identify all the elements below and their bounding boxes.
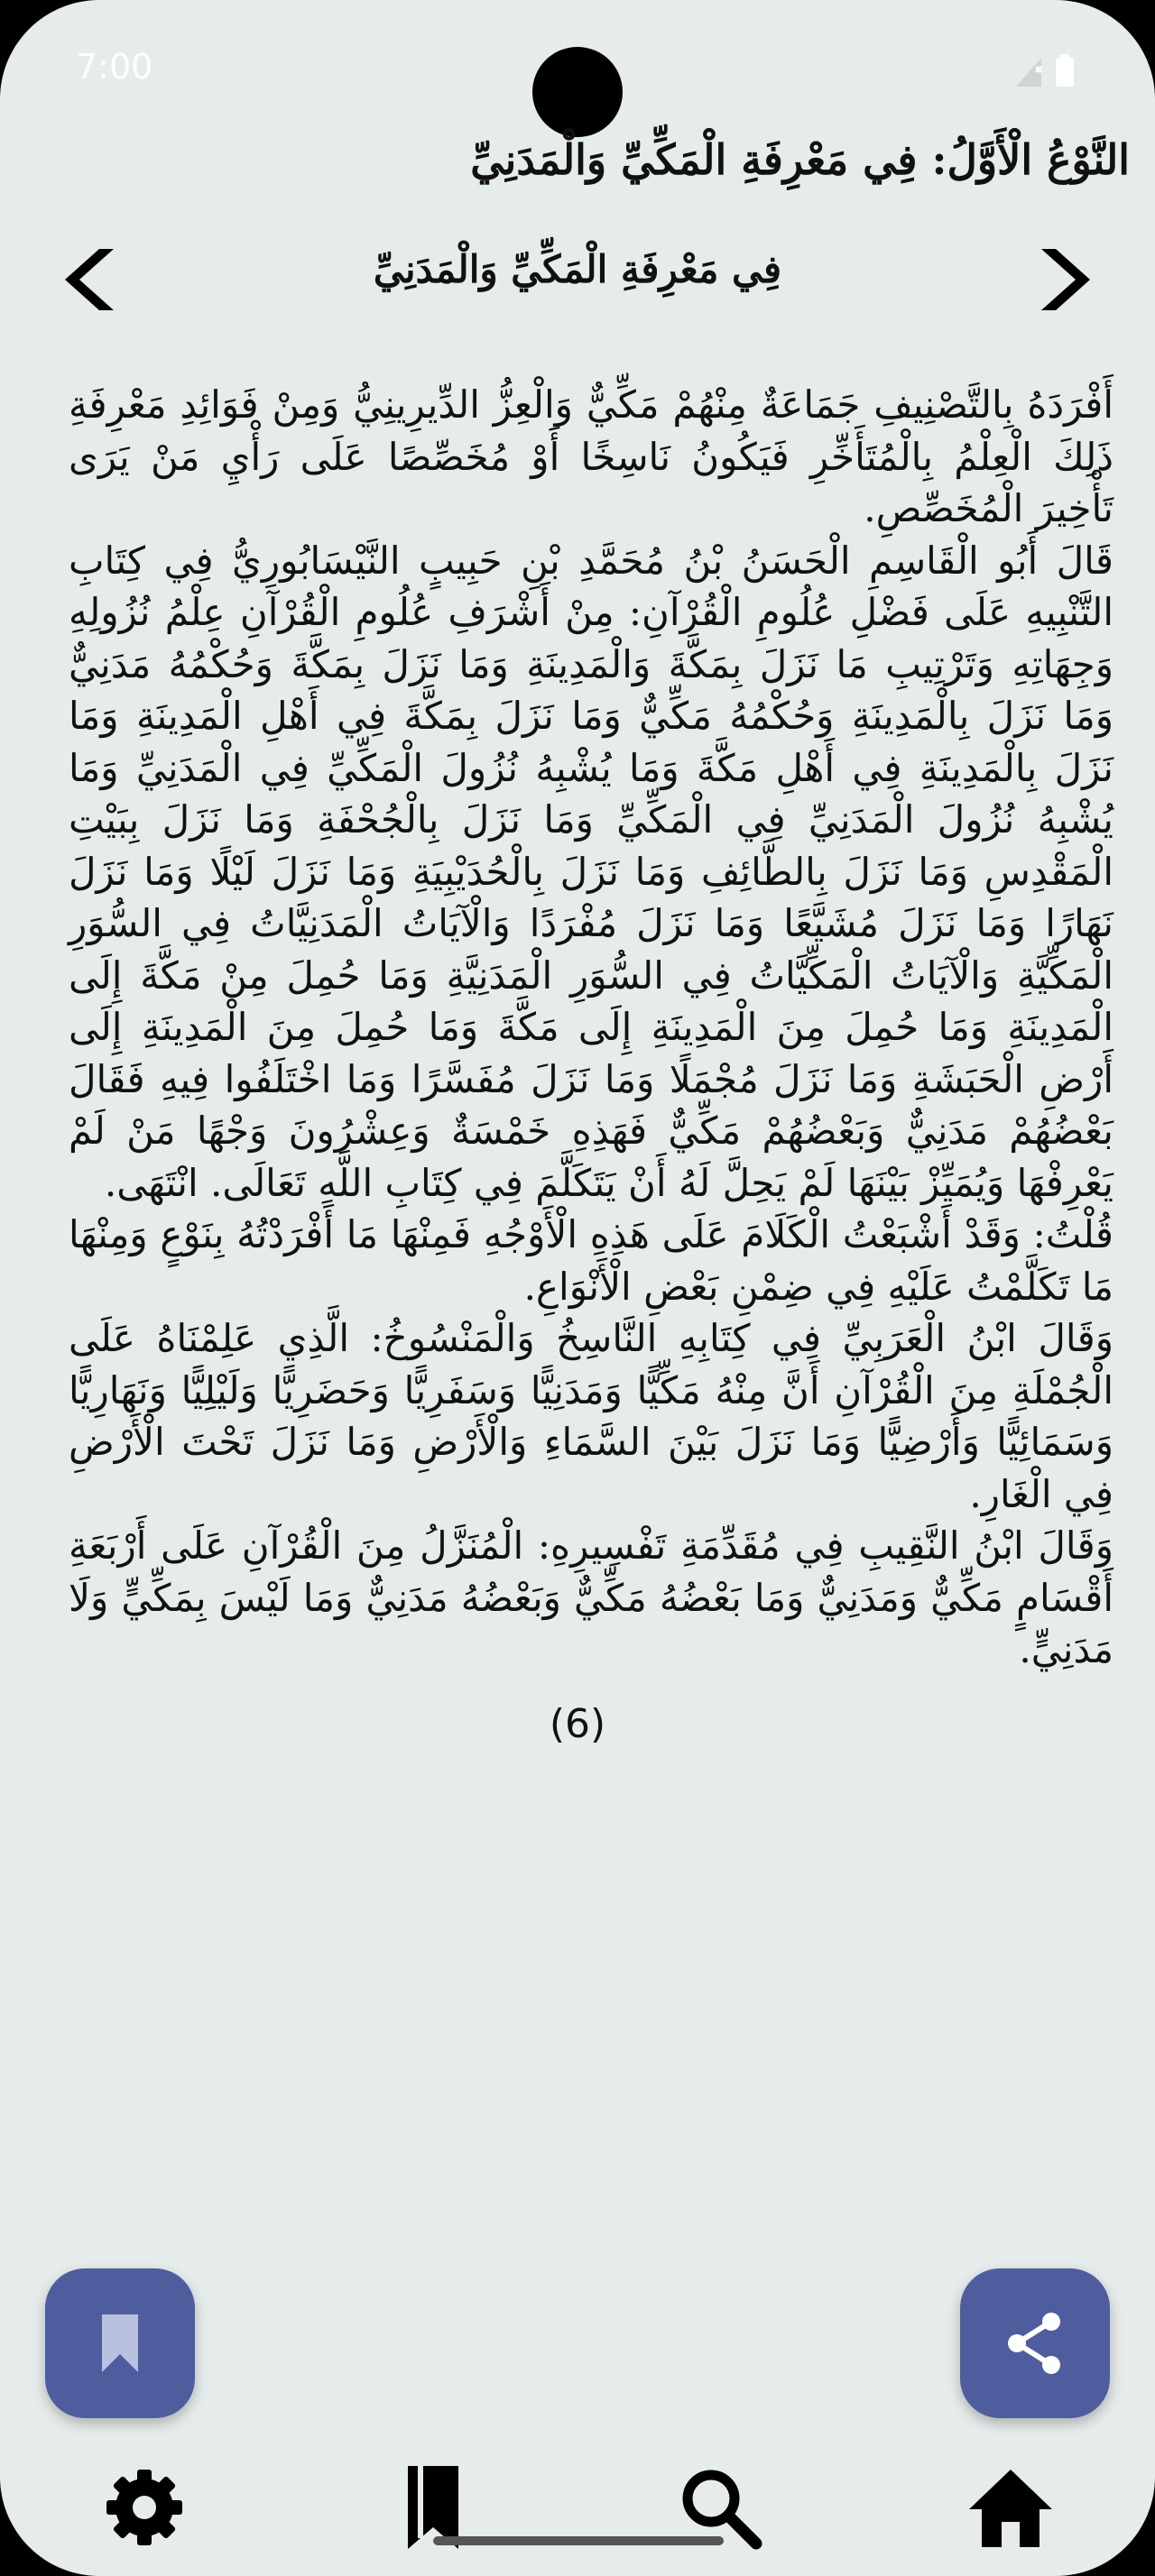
bookmark-button[interactable] xyxy=(45,2268,195,2418)
paragraph: أَفْرَدَهُ بِالتَّصْنِيفِ جَمَاعَةٌ مِنْهُمْ مَكِّيٌّ وَالْعِزُّ الدِّيرِينِيُّ وَمِنْ فَوَائِدِ مَعْرِفَةِ ذَلِكَ الْعِلْمُ بِالْمُتَأَخِّرِ فَيَكُونُ نَاسِخًا أَوْ مُخَصِّصًا عَلَى رَأْيِ مَنْ يَرَى تَأْخِيرَ الْمُخَصِّصِ. xyxy=(69,382,1113,530)
chevron-right-icon[interactable] xyxy=(1034,245,1103,314)
share-button[interactable] xyxy=(960,2268,1110,2418)
chevron-left-icon[interactable] xyxy=(52,245,121,314)
gear-icon[interactable] xyxy=(99,2462,189,2553)
paragraph: قَالَ أَبُو الْقَاسِمِ الْحَسَنُ بْنُ مُحَمَّدِ بْنِ حَبِيبٍ النَّيْسَابُورِيُّ فِي كِتَابِ التَّنْبِيهِ عَلَى فَضْلِ عُلُومِ الْقُرْآنِ: مِنْ أَشْرَفِ عُلُومِ الْقُرْآنِ عِلْمُ نُزُولِهِ وَجِهَاتِهِ وَتَرْتِيبِ مَا نَزَلَ بِمَكَّةَ وَالْمَدِينَةِ وَمَا نَزَلَ بِمَكَّةَ وَحُكْمُهُ مَدَنِيٌّ وَمَا نَزَلَ بِالْمَدِينَةِ وَحُكْمُهُ مَكِّيٌّ وَمَا نَزَلَ بِمَكَّةَ فِي أَهْلِ الْمَدِينَةِ وَمَا نَزَلَ بِالْمَدِينَةِ فِي أَهْلِ مَكَّةَ وَمَا يُشْبِهُ نُزُولَ الْمَكِّيِّ فِي الْمَدَنِيِّ وَمَا يُشْبِهُ نُزُولَ الْمَدَنِيِّ فِي الْمَكِّيِّ وَمَا نَزَلَ بِالْجُحْفَةِ وَمَا نَزَلَ بِبَيْتِ الْمَقْدِسِ وَمَا نَزَلَ بِالطَّائِفِ وَمَا نَزَلَ بِالْحُدَيْبِيَةِ وَمَا نَزَلَ لَيْلًا وَمَا نَزَلَ نَهَارًا وَمَا نَزَلَ مُشَيَّعًا وَمَا نَزَلَ مُفْرَدًا وَالْآيَاتُ الْمَدَنِيَّاتُ فِي السُّوَرِ الْمَكِّيَّةِ وَالْآيَاتُ الْمَكِّيَّاتُ فِي السُّوَرِ الْمَدَنِيَّةِ وَمَا حُمِلَ مِنْ مَكَّةَ إِلَى الْمَدِينَةِ وَمَا حُمِلَ مِنَ الْمَدِينَةِ إِلَى مَكَّةَ وَمَا حُمِلَ مِنَ الْمَدِينَةِ إِلَى أَرْضِ الْحَبَشَةِ وَمَا نَزَلَ مُجْمَلًا وَمَا نَزَلَ مُفَسَّرًا وَمَا اخْتَلَفُوا فِيهِ فَقَالَ بَعْضُهُمْ مَدَنِيٌّ وَبَعْضُهُمْ مَكِّيٌّ فَهَذِهِ خَمْسَةٌ وَعِشْرُونَ وَجْهًا مَنْ لَمْ يَعْرِفْهَا وَيُمَيِّزْ بَيْنَهَا لَمْ يَحِلَّ لَهُ أَنْ يَتَكَلَّمَ فِي كِتَابِ اللَّهِ تَعَالَى. انْتَهَى. xyxy=(69,538,1114,1205)
home-icon[interactable] xyxy=(966,2462,1056,2553)
bookmark-icon xyxy=(84,2307,156,2379)
camera-cutout xyxy=(532,47,623,137)
battery-icon xyxy=(1056,54,1074,87)
share-icon xyxy=(999,2307,1071,2379)
paragraph: قُلْتُ: وَقَدْ أَشْبَعْتُ الْكَلَامَ عَلَى هَذِهِ الْأَوْجُهِ فَمِنْهَا مَا أَفْرَدْتُهُ بِنَوْعٍ وَمِنْهَا مَا تَكَلَّمْتُ عَلَيْهِ فِي ضِمْنِ بَعْضِ الْأَنْوَاعِ. xyxy=(69,1212,1113,1309)
status-time: 7:00 xyxy=(76,47,153,87)
article-body xyxy=(69,379,1114,1671)
bottom-navigation xyxy=(0,2453,1155,2576)
section-nav xyxy=(0,236,1155,319)
page-number: (6) xyxy=(549,1701,606,1747)
signal-icon xyxy=(1016,58,1041,87)
paragraph: وَقَالَ ابْنُ النَّقِيبِ فِي مُقَدِّمَةِ تَفْسِيرِهِ: الْمُنَزَّلُ مِنَ الْقُرْآنِ عَلَى أَرْبَعَةِ أَقْسَامٍ مَكِّيٌّ وَمَدَنِيٌّ وَمَا بَعْضُهُ مَكِّيٌّ وَبَعْضُهُ مَدَنِيٌّ وَمَا لَيْسَ بِمَكِّيٍّ وَلَا مَدَنِيٍّ. xyxy=(69,1523,1113,1671)
section-title: فِي مَعْرِفَةِ الْمَكِّيِّ وَالْمَدَنِيِّ xyxy=(373,247,782,291)
home-indicator[interactable] xyxy=(433,2536,724,2545)
chapter-title: النَّوْعُ الْأَوَّلُ: فِي مَعْرِفَةِ الْمَكِّيِّ وَالْمَدَنِيِّ xyxy=(470,135,1130,184)
paragraph: وَقَالَ ابْنُ الْعَرَبِيِّ فِي كِتَابِهِ النَّاسِخُ وَالْمَنْسُوخُ: الَّذِي عَلِمْنَاهُ عَلَى الْجُمْلَةِ مِنَ الْقُرْآنِ أَنَّ مِنْهُ مَكِّيًّا وَمَدَنِيًّا وَسَفَرِيًّا وَحَضَرِيًّا وَلَيْلِيًّا وَنَهَارِيًّا وَسَمَائِيًّا وَأَرْضِيًّا وَمَا نَزَلَ بَيْنَ السَّمَاءِ وَالْأَرْضِ وَمَا نَزَلَ تَحْتَ الْأَرْضِ فِي الْغَارِ. xyxy=(69,1316,1113,1516)
status-icons xyxy=(1011,52,1083,88)
